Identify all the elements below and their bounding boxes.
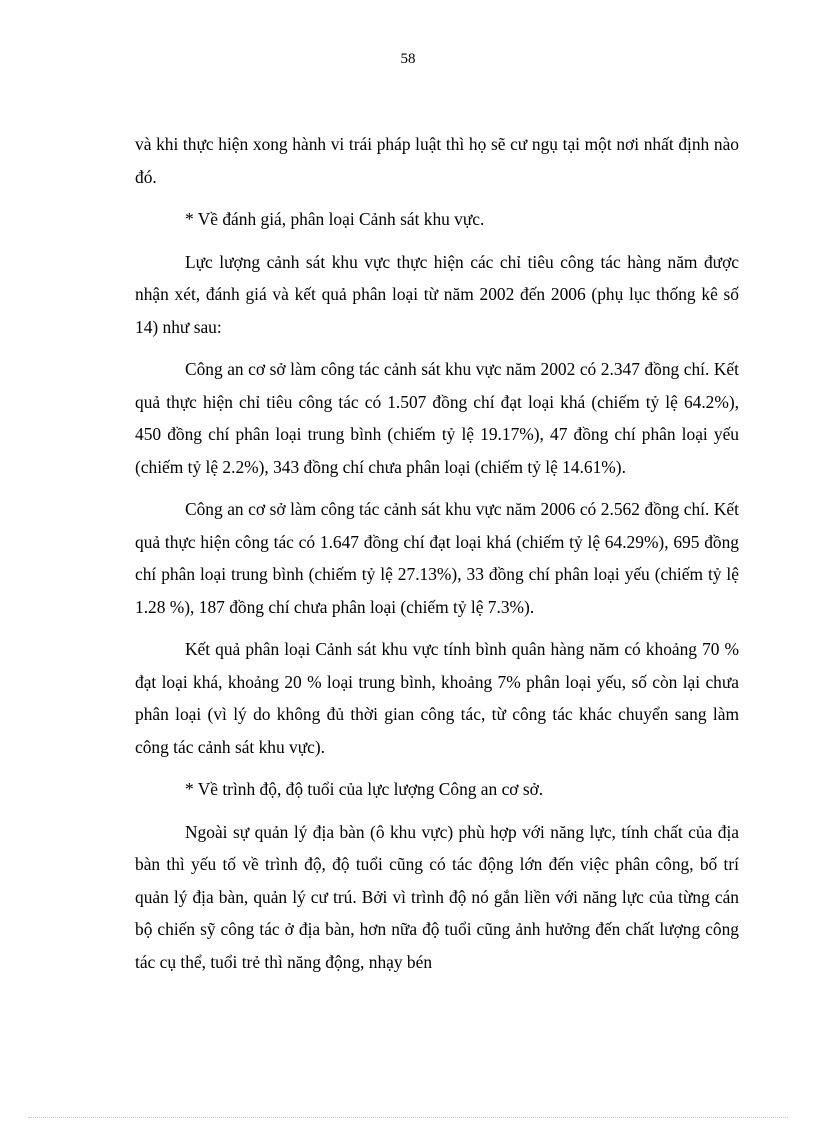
paragraph: Kết quả phân loại Cảnh sát khu vực tính bình quân hàng năm có khoảng 70 % đạt loại khá, khoảng 20 % loại trung bình, khoảng 7% phân loại yếu, số còn lại chưa phân loại (vì lý do không đủ thời gian công tác, từ công tác khác chuyển sang làm công tác cảnh sát khu vực). bbox=[135, 639, 739, 757]
paragraph: Công an cơ sở làm công tác cảnh sát khu vực năm 2006 có 2.562 đồng chí. Kết quả thực hiện công tác có 1.647 đồng chí đạt loại khá (chiếm tỷ lệ 64.29%), 695 đồng chí phân loại trung bình (chiếm tỷ lệ 27.13%), 33 đồng chí phân loại yếu (chiếm tỷ lệ 1.28 %), 187 đồng chí chưa phân loại (chiếm tỷ lệ 7.3%). bbox=[135, 499, 739, 617]
paragraph: Lực lượng cảnh sát khu vực thực hiện các chỉ tiêu công tác hàng năm được nhận xét, đánh giá và kết quả phân loại từ năm 2002 đến 2006 (phụ lục thống kê số 14) như sau: bbox=[135, 251, 739, 337]
document-body bbox=[135, 128, 739, 978]
paragraph: Công an cơ sở làm công tác cảnh sát khu vực năm 2002 có 2.347 đồng chí. Kết quả thực hiện chỉ tiêu công tác có 1.507 đồng chí đạt loại khá (chiếm tỷ lệ 64.2%), 450 đồng chí phân loại trung bình (chiếm tỷ lệ 19.17%), 47 đồng chí phân loại yếu (chiếm tỷ lệ 2.2%), 343 đồng chí chưa phân loại (chiếm tỷ lệ 14.61%). bbox=[135, 359, 739, 477]
section-heading-qualification-age: * Về trình độ, độ tuổi của lực lượng Công an cơ sở. bbox=[185, 779, 544, 799]
section-heading-evaluation: * Về đánh giá, phân loại Cảnh sát khu vực. bbox=[185, 209, 485, 229]
paragraph: Ngoài sự quản lý địa bàn (ô khu vực) phù hợp với năng lực, tính chất của địa bàn thì yếu tố về trình độ, độ tuổi cũng có tác động lớn đến việc phân công, bố trí quản lý địa bàn, quản lý cư trú. Bởi vì trình độ nó gắn liền với năng lực của từng cán bộ chiến sỹ công tác ở địa bàn, hơn nữa độ tuổi cũng ảnh hưởng đến chất lượng công tác cụ thể, tuổi trẻ thì năng động, nhạy bén bbox=[135, 821, 739, 972]
page-bottom-divider bbox=[28, 1117, 788, 1118]
paragraph: và khi thực hiện xong hành vi trái pháp luật thì họ sẽ cư ngụ tại một nơi nhất định nào đó. bbox=[135, 134, 739, 187]
page-number: 58 bbox=[400, 51, 416, 67]
